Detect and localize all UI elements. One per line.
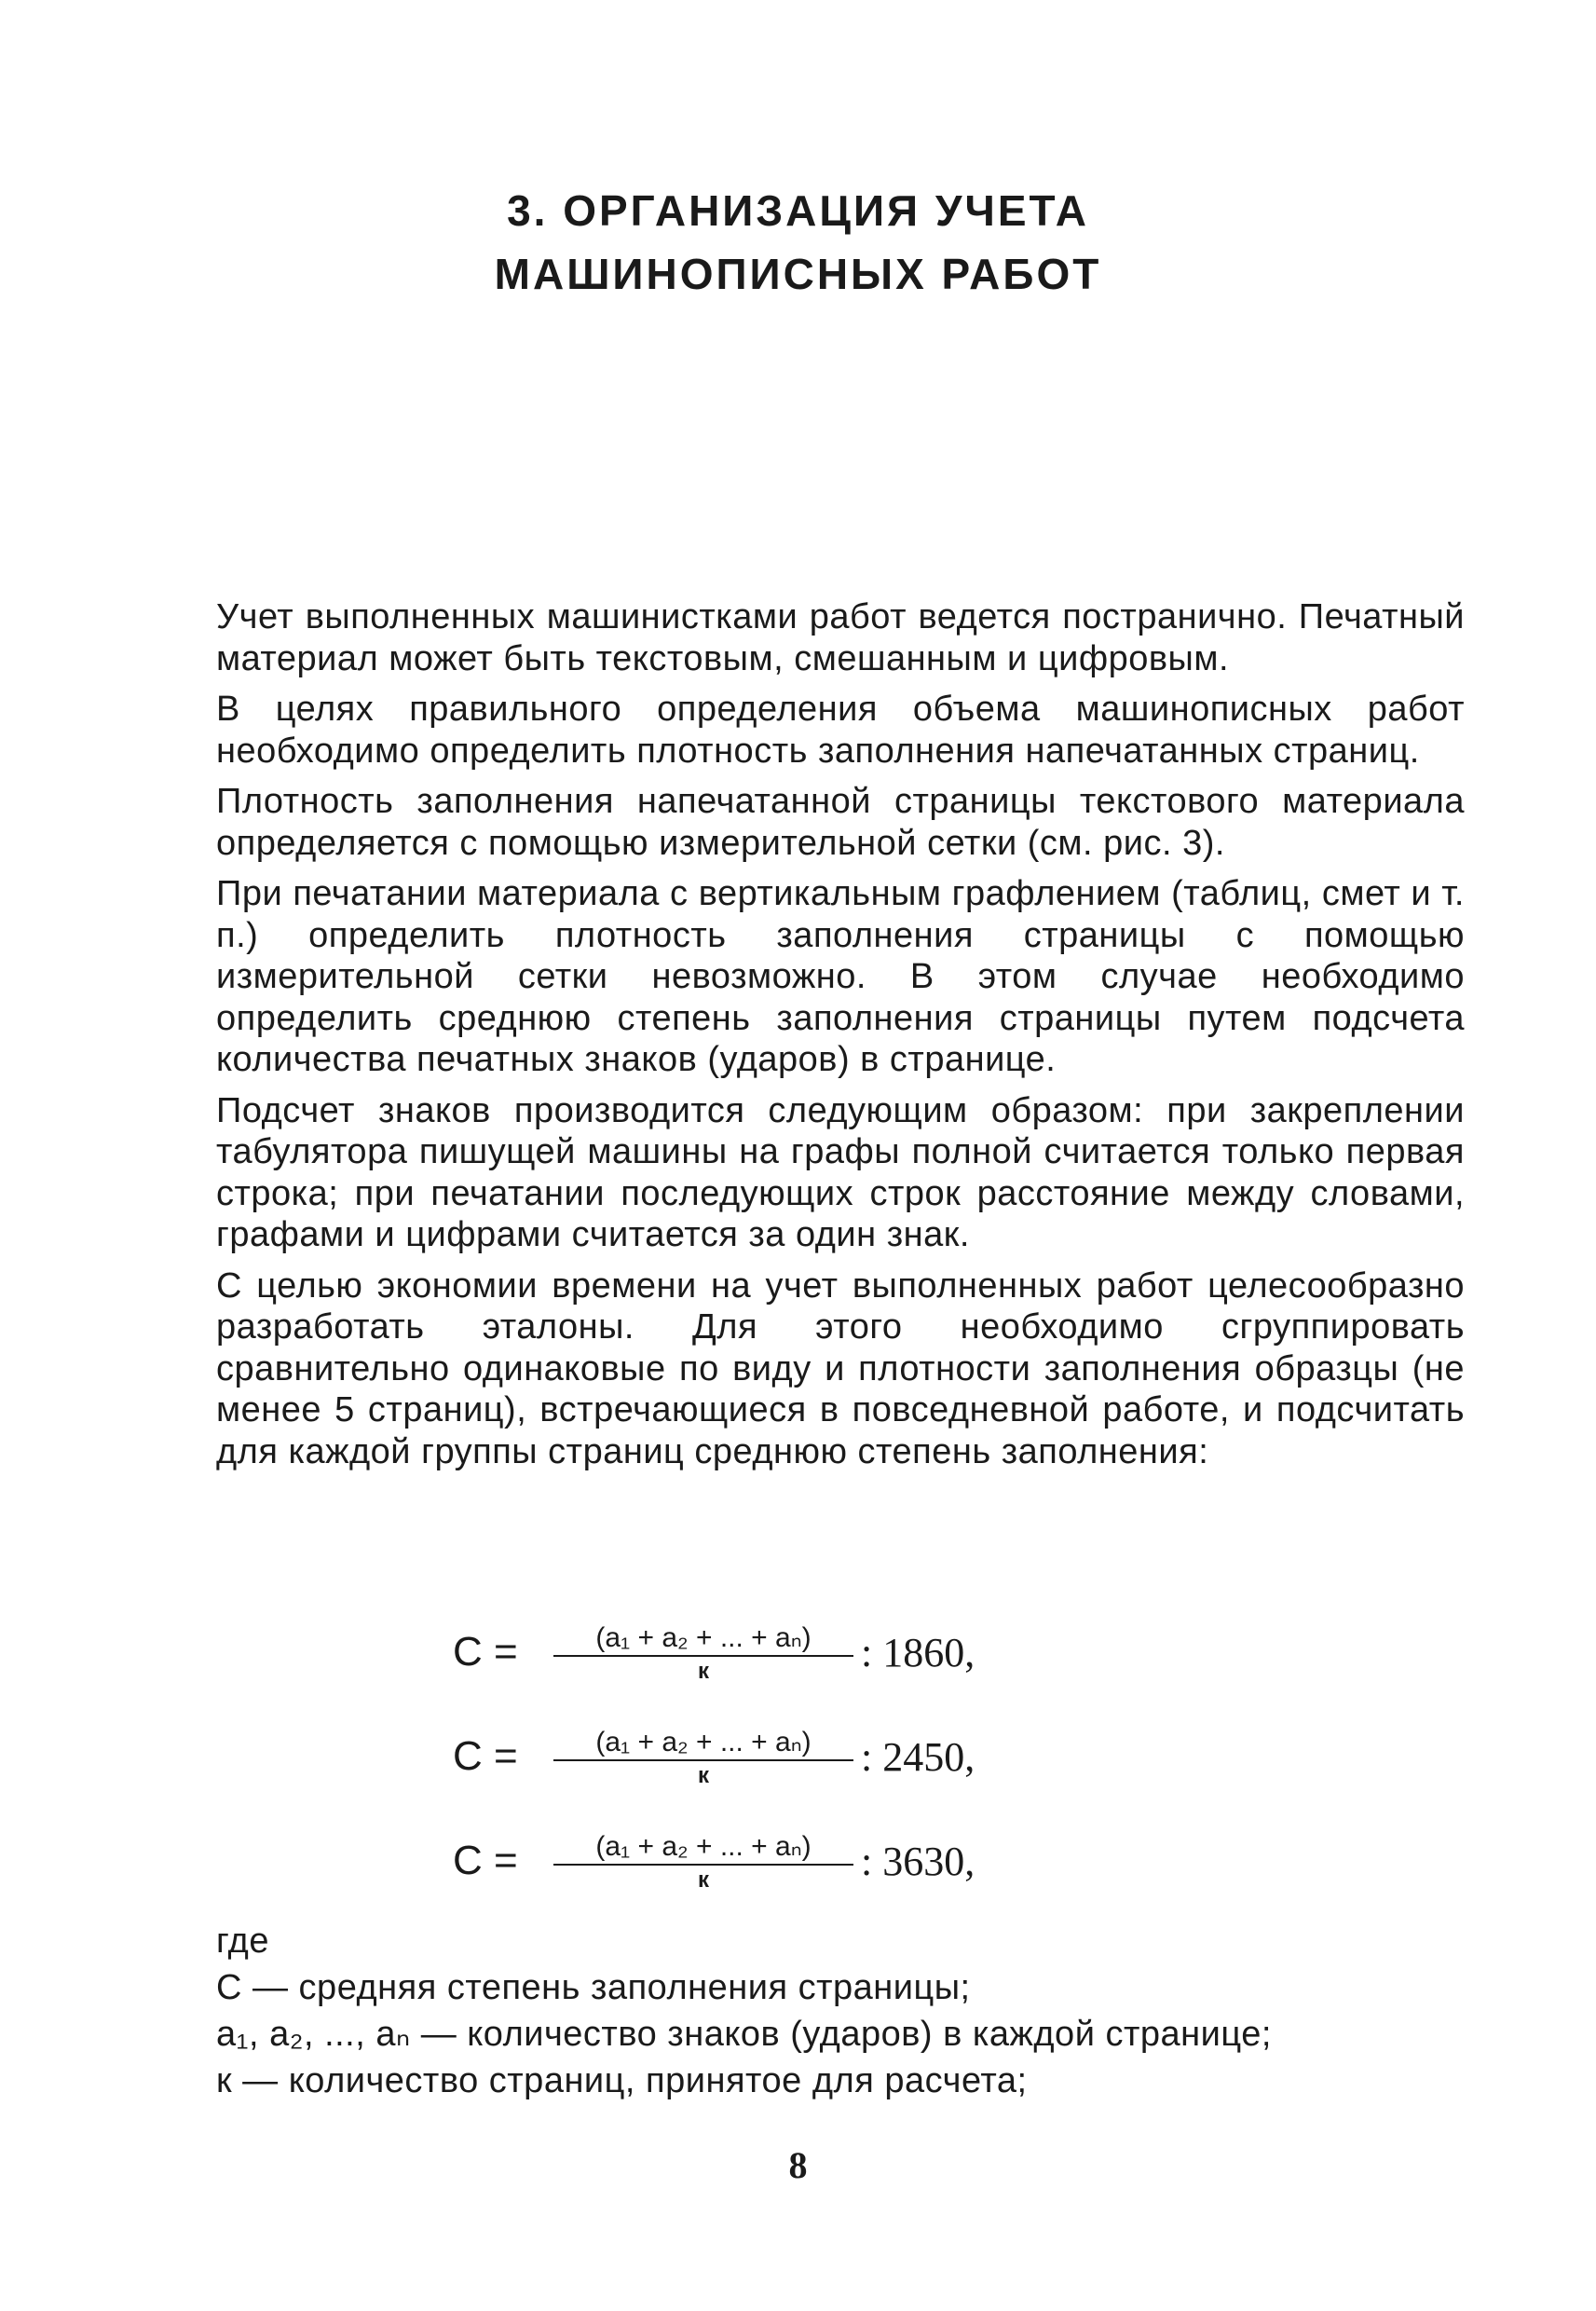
formula-divisor: : 1860,: [861, 1630, 975, 1675]
section-title: [0, 179, 1596, 306]
body-text: [216, 596, 1465, 1482]
paragraph-4: При печатании материала с вертикальным графлением (таблиц, смет и т. п.) определить плотность заполнения страницы с помощью измерительной сетки невозможно. В этом случае необходимо определить среднюю степень заполнения страницы путем подсчета количества печатных знаков (ударов) в странице.: [216, 874, 1465, 1079]
formula-2: [453, 1726, 1105, 1791]
paragraph-6: С целью экономии времени на учет выполненных работ целесообразно разработать эталоны. Для этого необходимо сгруппировать сравнительно одинаковые по виду и плотности заполнения образцы (не менее 5 страниц), встречающиеся в повседневной работе, и подсчитать для каждой группы страниц среднюю степень заполнения:: [216, 1265, 1465, 1471]
formula-denominator: к: [697, 1763, 709, 1788]
paragraph-2: В целях правильного определения объема машинописных работ необходимо определить плотность заполнения напечатанных страниц.: [216, 690, 1465, 771]
legend-item: a₁, a₂, ..., aₙ — количество знаков (ударов) в каждой странице;: [216, 2015, 1272, 2054]
formula-3: [453, 1830, 1105, 1895]
formula-fraction: [553, 1830, 853, 1895]
legend-item: С — средняя степень заполнения страницы;: [216, 1968, 971, 2007]
paragraph-3: Плотность заполнения напечатанной страницы текстового материала определяется с помощью измерительной сетки (см. рис. 3).: [216, 782, 1465, 863]
formula-numerator: (a₁ + a₂ + ... + aₙ): [553, 1621, 853, 1657]
legend-item: к — количество страниц, принятое для расчета;: [216, 2061, 1028, 2100]
formula-lhs: C =: [453, 1629, 518, 1675]
paragraph-1: Учет выполненных машинистками работ ведется постранично. Печатный материал может быть текстовым, смешанным и цифровым.: [216, 597, 1465, 678]
formula-lhs: C =: [453, 1838, 518, 1883]
section-title-line-2: МАШИНОПИСНЫХ РАБОТ: [494, 250, 1102, 298]
formula-denominator: к: [697, 1867, 709, 1893]
formula-fraction: [553, 1621, 853, 1687]
formula-numerator: (a₁ + a₂ + ... + aₙ): [553, 1830, 853, 1866]
formula-divisor: : 2450,: [861, 1734, 975, 1780]
formula-legend: [216, 1920, 1465, 2106]
formula-1: [453, 1621, 1105, 1687]
section-title-line-1: 3. ОРГАНИЗАЦИЯ УЧЕТА: [507, 186, 1089, 235]
formula-numerator: (a₁ + a₂ + ... + aₙ): [553, 1726, 853, 1761]
formula-lhs: C =: [453, 1733, 518, 1779]
formula-denominator: к: [697, 1659, 709, 1684]
formula-divisor: : 3630,: [861, 1839, 975, 1884]
formula-fraction: [553, 1726, 853, 1791]
paragraph-5: Подсчет знаков производится следующим образом: при закреплении табулятора пишущей машины на графы полной считается только первая строка; при печатании последующих строк расстояние между словами, графами и цифрами считается за один знак.: [216, 1090, 1465, 1254]
legend-where: где: [216, 1921, 269, 1961]
page-number: 8: [788, 2144, 808, 2186]
